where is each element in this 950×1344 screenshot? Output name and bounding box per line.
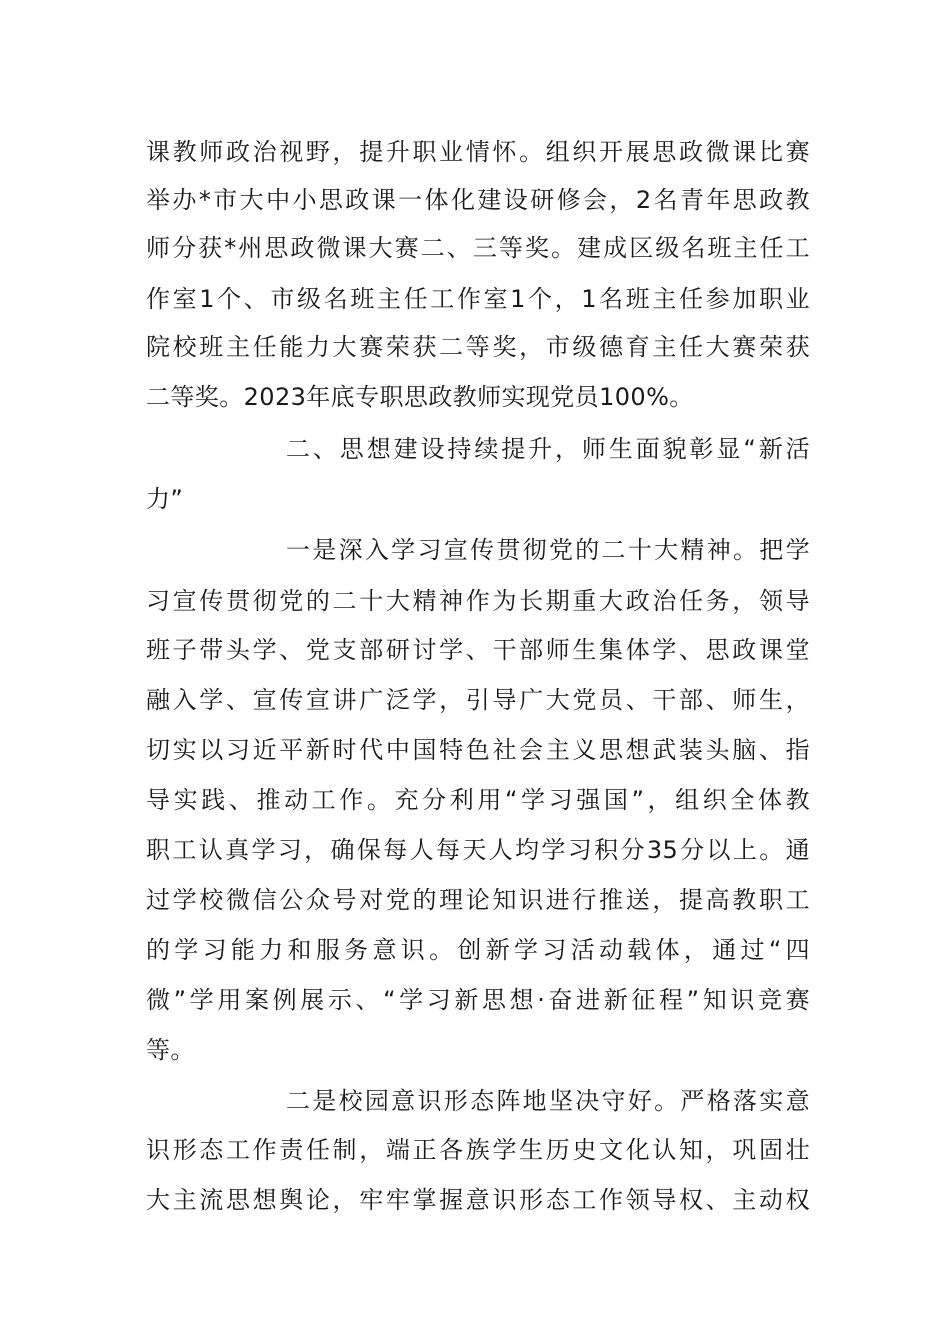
- paragraph-line: 班子带头学、党支部研讨学、干部师生集体学、思政课堂: [146, 636, 810, 664]
- paragraph-line: 的学习能力和服务意识。创新学习活动载体，通过“四: [146, 936, 810, 964]
- paragraph-line: 融入学、宣传宣讲广泛学，引导广大党员、干部、师生，: [146, 686, 810, 714]
- paragraph-line: 导实践、推动工作。充分利用“学习强国”，组织全体教: [146, 786, 810, 814]
- paragraph-line: 切实以习近平新时代中国特色社会主义思想武装头脑、指: [146, 736, 810, 764]
- paragraph-line: 微”学用案例展示、“学习新思想·奋进新征程”知识竞赛: [146, 986, 810, 1014]
- paragraph-line: 院校班主任能力大赛荣获二等奖，市级德育主任大赛荣获: [146, 333, 810, 361]
- paragraph-line: 大主流思想舆论，牢牢掌握意识形态工作领导权、主动权: [146, 1186, 810, 1214]
- section-heading-continued: 力”: [146, 485, 184, 513]
- paragraph-line: 等。: [146, 1036, 195, 1064]
- paragraph-line: 习宣传贯彻党的二十大精神作为长期重大政治任务，领导: [146, 587, 810, 615]
- section-heading: 二、思想建设持续提升，师生面貌彰显“新活: [286, 435, 810, 463]
- paragraph-line: 作室1个、市级名班主任工作室1个，1名班主任参加职业: [146, 285, 810, 313]
- paragraph-line: 举办*市大中小思政课一体化建设研修会，2名青年思政教: [146, 186, 810, 214]
- paragraph-line: 课教师政治视野，提升职业情怀。组织开展思政微课比赛: [146, 138, 810, 166]
- paragraph-line: 二是校园意识形态阵地坚决守好。严格落实意: [286, 1087, 810, 1115]
- paragraph-line: 识形态工作责任制，端正各族学生历史文化认知，巩固壮: [146, 1136, 810, 1164]
- paragraph-line: 过学校微信公众号对党的理论知识进行推送，提高教职工: [146, 886, 810, 914]
- paragraph-line: 师分获*州思政微课大赛二、三等奖。建成区级名班主任工: [146, 234, 810, 262]
- paragraph-line: 职工认真学习，确保每人每天人均学习积分35分以上。通: [146, 836, 810, 864]
- paragraph-line: 一是深入学习宣传贯彻党的二十大精神。把学: [286, 536, 810, 564]
- paragraph-line: 二等奖。2023年底专职思政教师实现党员100%。: [146, 383, 694, 411]
